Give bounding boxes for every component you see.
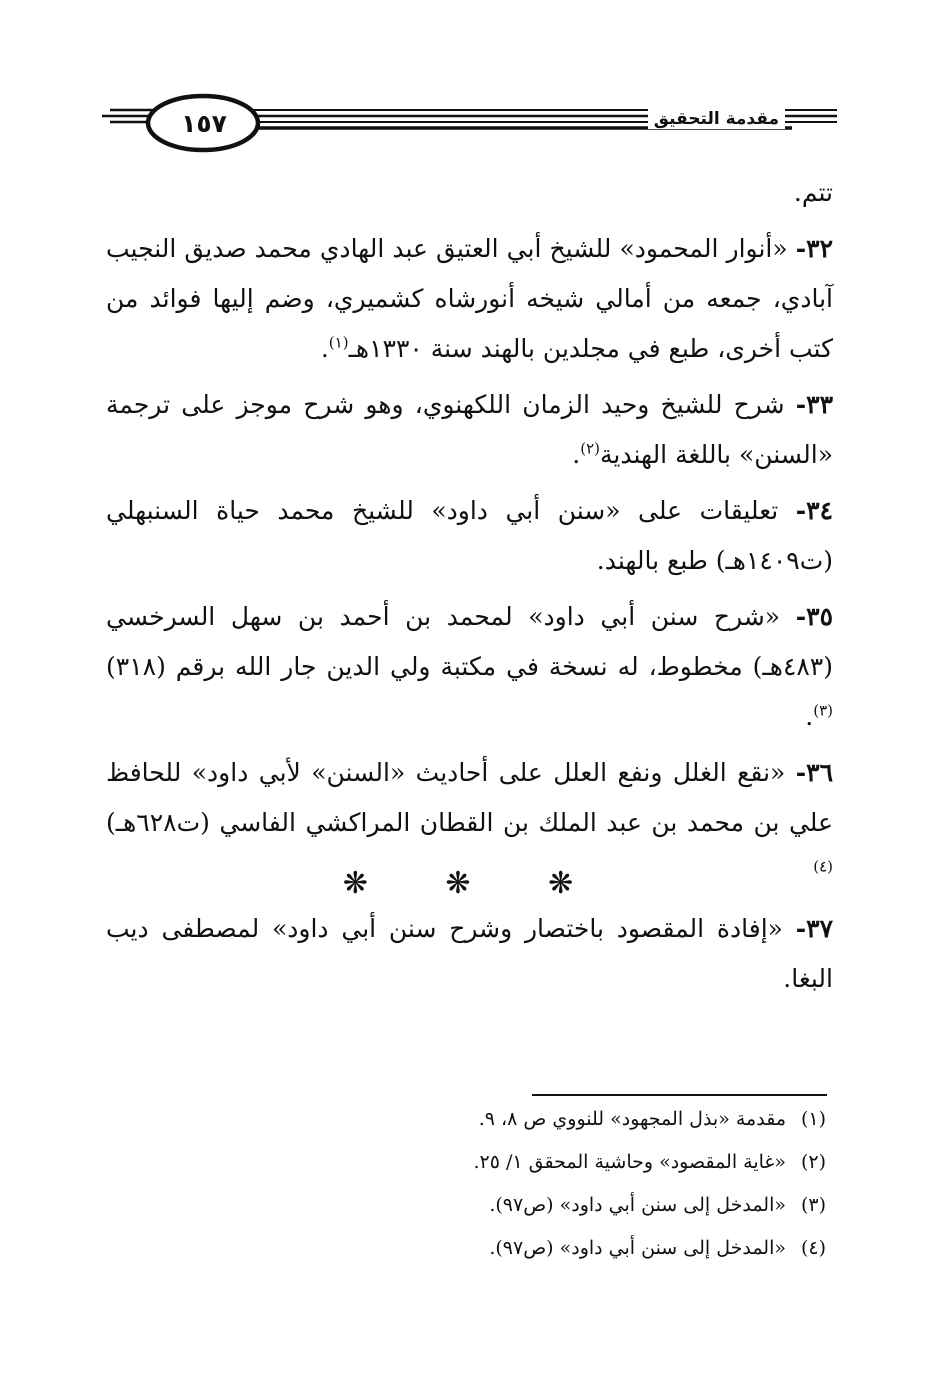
footnote-ref: (٢) [580,439,601,458]
item-number: ٣٥- [795,602,833,631]
section-ornaments: ❋ ❋ ❋ [342,866,608,901]
footnote-mark: (٣) [800,1194,826,1216]
page-number: ١٥٧ [181,108,227,138]
item-end: . [572,440,581,469]
footnotes [300,1098,826,1270]
item-number: ٣٧- [795,914,834,943]
footnote-ref: (٤) [813,857,833,876]
item-text: تعليقات على «سنن أبي داود» للشيخ محمد حياة السنبهلي (ت١٤٠٩هـ) طبع بالهند. [106,496,833,575]
footnote-text: مقدمة «بذل المجهود» للنووي ص ٨، ٩. [478,1108,786,1130]
footnote-ref: (١) [328,333,349,352]
page-header [102,84,837,164]
footnote-text: «غاية المقصود» وحاشية المحقق ١/ ٢٥. [473,1151,786,1173]
footnote-ref: (٣) [813,701,833,720]
footnote-mark: (١) [800,1108,826,1130]
list-item [106,592,833,742]
item-end: . [320,334,329,363]
footnote-mark: (٢) [800,1151,826,1173]
item-number: ٣٤- [795,496,834,525]
item-text: «أنوار المحمود» للشيخ أبي العتيق عبد الهادي محمد صديق النجيب آبادي، جمعه من أمالي شيخه أنورشاه كشميري، وضم إليها فوائد من كتب أخرى، طبع في مجلدين بالهند سنة ١٣٣٠هـ [106,234,833,363]
intro-line: تتم. [793,178,833,207]
list-item [106,486,833,586]
footnote [300,1227,826,1270]
list-item [106,380,833,480]
header-title: مقدمة التحقيق [648,109,785,129]
footnote [300,1141,826,1184]
footnote-text: «المدخل إلى سنن أبي داود» (ص٩٧). [489,1237,786,1259]
footnote [300,1098,826,1141]
item-text: «شرح سنن أبي داود» لمحمد بن أحمد بن سهل السرخسي (٤٨٣هـ) مخطوط، له نسخة في مكتبة ولي الدين جار الله برقم (٣١٨) [106,602,833,681]
footnote-mark: (٤) [800,1237,826,1259]
item-end: . [805,702,814,731]
footnote-separator [532,1094,827,1096]
item-number: ٣٣- [795,390,833,419]
footnote [300,1184,826,1227]
item-number: ٣٢- [795,234,833,263]
item-number: ٣٦- [795,758,833,787]
item-text: شرح للشيخ وحيد الزمان اللكهنوي، وهو شرح موجز على ترجمة «السنن» باللغة الهندية [106,390,833,469]
list-item [106,904,833,1004]
item-text: «نقع الغلل ونفع العلل على أحاديث «السنن» لأبي داود» للحافظ علي بن محمد بن عبد الملك بن القطان المراكشي الفاسي (ت٦٢٨هـ) [106,758,833,837]
list-item [106,224,833,374]
item-text: «إفادة المقصود باختصار وشرح سنن أبي داود» لمصطفى ديب البغا. [106,914,833,993]
footnote-text: «المدخل إلى سنن أبي داود» (ص٩٧). [489,1194,786,1216]
